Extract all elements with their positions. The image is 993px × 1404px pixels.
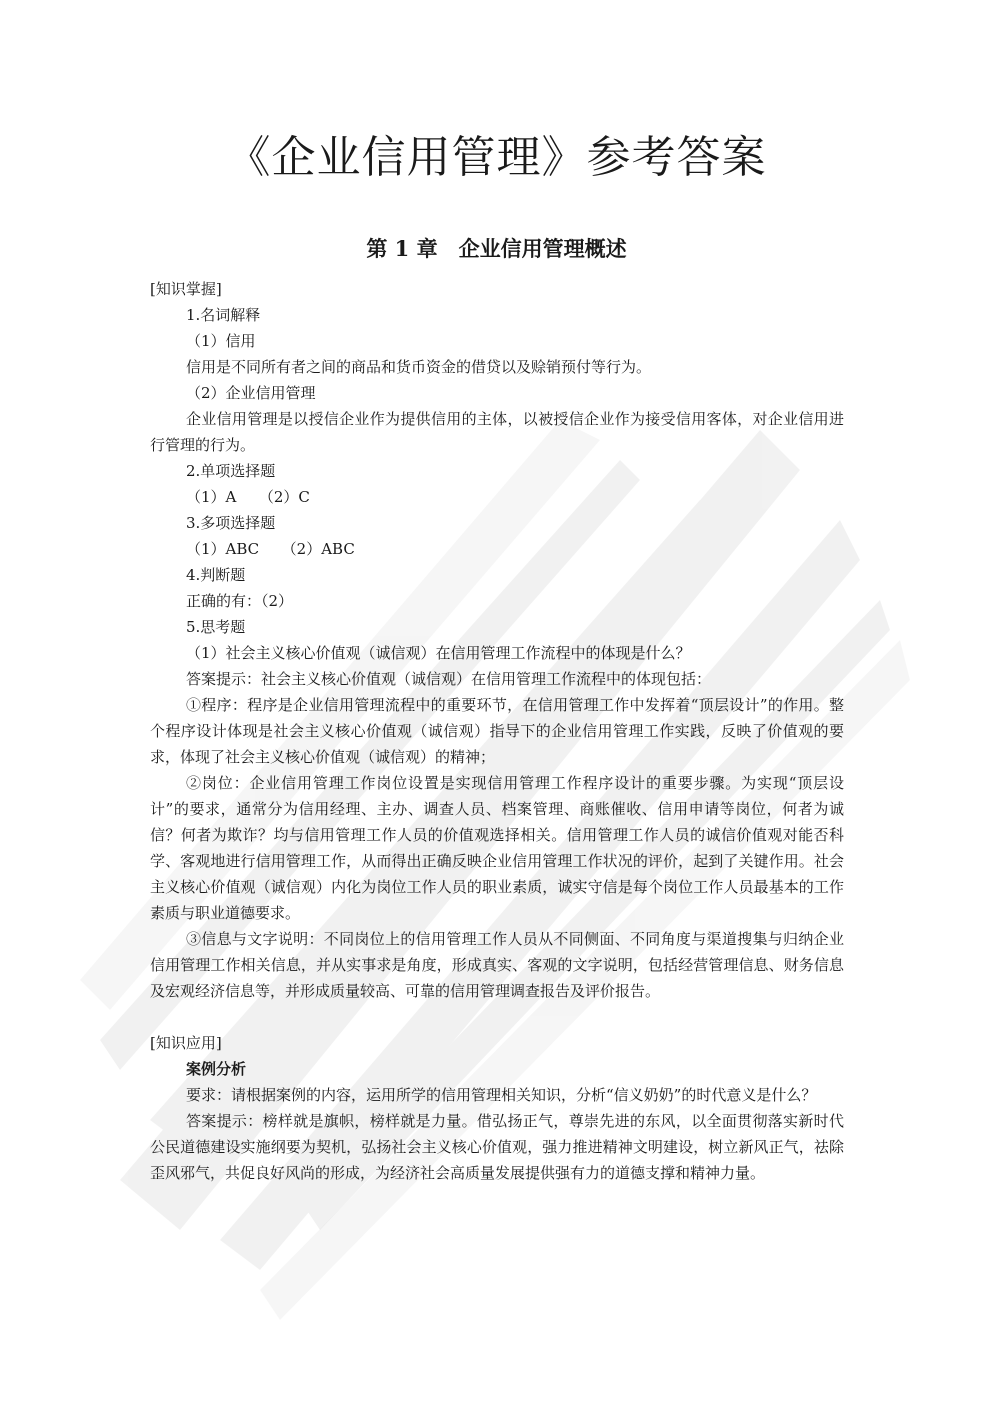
case-requirement: 要求：请根据案例的内容，运用所学的信用管理相关知识，分析“信义奶奶”的时代意义是什么？ [186,1086,817,1104]
question-5-paragraph-2: ②岗位：企业信用管理工作岗位设置是实现信用管理工作程序设计的重要步骤。为实现“顶层设计”的要求，通常分为信用经理、主办、调查人员、档案管理、商账催收、信用申请等岗位，何者为诚信？何者为欺诈？均与信用管理工作人员的价值观选择相关。信用管理工作人员的诚信价值观对能否科学、客观地进行信用管理工作，从而得出正确反映企业信用管理工作状况的评价，起到了关键作用。社会主义核心价值观（诚信观）内化为岗位工作人员的职业素质，诚实守信是每个岗位工作人员最基本的工作素质与职业道德要求。 [150,774,844,922]
question-5-question: （1）社会主义核心价值观（诚信观）在信用管理工作流程中的体现是什么？ [186,644,691,662]
question-2-title: 2.单项选择题 [186,462,276,480]
case-answer: 答案提示：榜样就是旗帜，榜样就是力量。借弘扬正气，尊崇先进的东风，以全面贯彻落实新时代公民道德建设实施纲要为契机，弘扬社会主义核心价值观，强力推进精神文明建设，树立新风正气，祛除歪风邪气，共促良好风尚的形成，为经济社会高质量发展提供强有力的道德支撑和精神力量。 [150,1112,844,1182]
section-heading-application: [知识应用] [150,1034,222,1052]
question-3-title: 3.多项选择题 [186,514,276,532]
section-spacer [150,1004,844,1030]
question-4-title: 4.判断题 [186,566,246,584]
question-5-paragraph-3: ③信息与文字说明：不同岗位上的信用管理工作人员从不同侧面、不同角度与渠道搜集与归纳企业信用管理工作相关信息，并从实事求是角度，形成真实、客观的文字说明，包括经营管理信息、财务信息及宏观经济信息等，并形成质量较高、可靠的信用管理调查报告及评价报告。 [150,930,844,1000]
question-1-sub-2-text: 企业信用管理是以授信企业作为提供信用的主体，以被授信企业作为接受信用客体，对企业信用进行管理的行为。 [150,410,844,454]
question-4-answers: 正确的有：（2） [186,592,294,610]
question-5-title: 5.思考题 [186,618,246,636]
question-1-sub-1-text: 信用是不同所有者之间的商品和货币资金的借贷以及赊销预付等行为。 [186,358,652,376]
document-body [150,276,844,1186]
chapter-heading: 第 1 章 企业信用管理概述 [366,236,627,261]
question-3-answers: （1）ABC （2）ABC [186,540,355,558]
question-5-hint: 答案提示：社会主义核心价值观（诚信观）在信用管理工作流程中的体现包括： [186,670,712,688]
question-5-paragraph-1: ①程序：程序是企业信用管理流程中的重要环节，在信用管理工作中发挥着“顶层设计”的作用。整个程序设计体现是社会主义核心价值观（诚信观）指导下的企业信用管理工作实践，反映了价值观的要求，体现了社会主义核心价值观（诚信观）的精神； [150,696,844,766]
section-heading-knowledge: [知识掌握] [150,280,222,298]
question-1-title: 1.名词解释 [186,306,261,324]
question-2-answers: （1）A （2）C [186,488,310,506]
document-title: 《企业信用管理》参考答案 [226,132,767,183]
question-1-sub-1: （1）信用 [186,332,256,350]
question-1-sub-2: （2）企业信用管理 [186,384,316,402]
case-analysis-title: 案例分析 [186,1060,247,1078]
